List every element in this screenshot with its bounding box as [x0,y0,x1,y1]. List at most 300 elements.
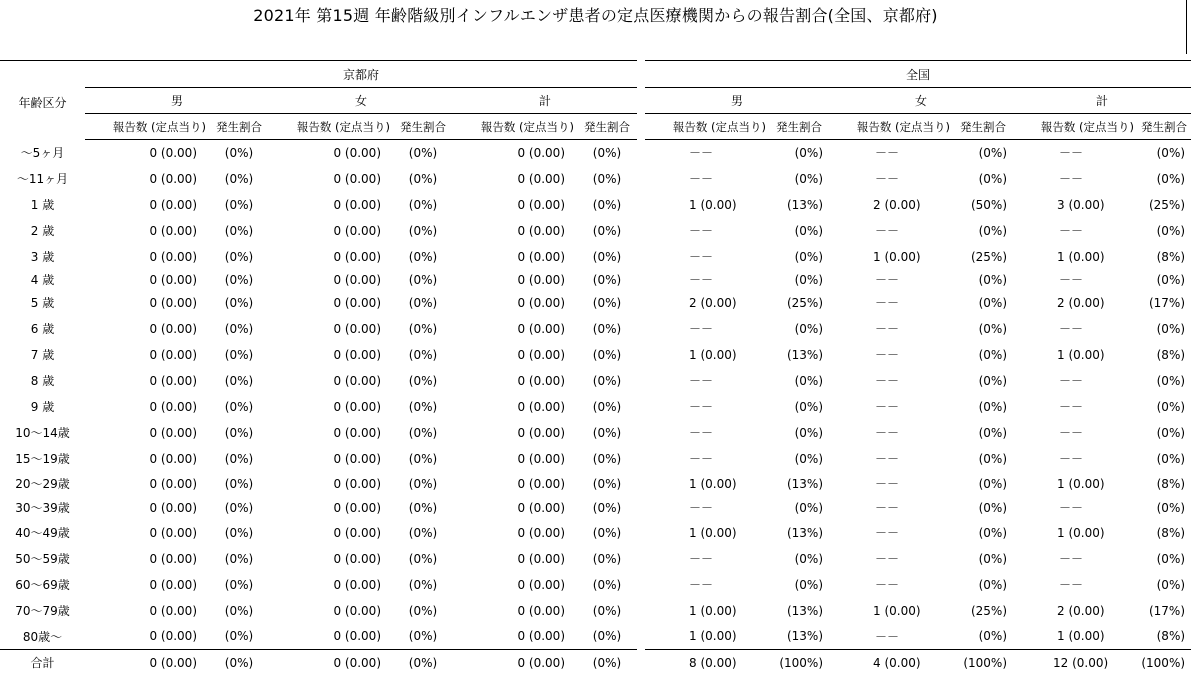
national-reports-cell: 1 (0.00) [689,525,737,540]
national-rate-cell: (0%) [794,223,824,238]
kyoto-rate-cell: (0%) [408,347,438,362]
national-rate-cell: (0%) [794,425,824,440]
kyoto-header: 京都府 [85,61,637,88]
national-reports-cell: －－ [875,322,900,336]
table-row [0,270,1191,290]
kyoto-reports-cell: 0 (0.00) [333,373,381,388]
table-row [0,496,1191,520]
age-group-cell: 50～59歳 [15,552,70,566]
table-header [0,61,1191,140]
national-reports-cell: －－ [875,426,900,440]
kyoto-rate-cell: (0%) [592,577,622,592]
national-total-header: 計 [1013,88,1191,114]
national-reports-cell: －－ [1059,552,1084,566]
national-rate-cell: (0%) [1156,451,1186,466]
kyoto-rate-cell: (0%) [592,551,622,566]
national-reports-cell: 2 (0.00) [873,197,921,212]
table-row [0,140,1191,166]
kyoto-reports-cell: 0 (0.00) [333,476,381,491]
national-rate-cell: (0%) [1156,321,1186,336]
table-row [0,446,1191,472]
kyoto-rate-cell: (0%) [592,347,622,362]
national-reports-cell: 1 (0.00) [1057,525,1105,540]
column-gap [637,218,645,244]
kyoto-rate-cell: (0%) [408,425,438,440]
kyoto-rate-cell: (0%) [224,603,254,618]
kyoto-rate-cell: (0%) [592,629,622,644]
national-rate-cell: (50%) [970,197,1008,212]
kyoto-rate-cell: (0%) [224,577,254,592]
kyoto-rate-cell: (0%) [408,295,438,310]
kyoto-rate-cell: (0%) [592,145,622,160]
national-reports-cell: －－ [689,400,714,414]
national-reports-cell: －－ [1059,172,1084,186]
kyoto-rate-cell: (0%) [224,197,254,212]
national-reports-cell: －－ [1059,426,1084,440]
national-rate-cell: (8%) [1156,629,1186,644]
column-gap [637,394,645,420]
national-rate-cell: (0%) [978,295,1008,310]
national-rate-cell: (0%) [794,249,824,264]
national-reports-cell: －－ [1059,224,1084,238]
table-row [0,368,1191,394]
frame-line [1186,0,1187,54]
kyoto-reports-cell: 0 (0.00) [517,373,565,388]
kyoto-reports-cell: 0 (0.00) [149,249,197,264]
age-group-cell: 2 歳 [30,224,55,238]
kyoto-reports-cell: 0 (0.00) [333,500,381,515]
kyoto-rate-cell: (0%) [592,321,622,336]
kyoto-rate-cell: (0%) [408,451,438,466]
kyoto-reports-cell: 0 (0.00) [517,399,565,414]
national-reports-cell: －－ [875,552,900,566]
kyoto-reports-cell: 0 (0.00) [149,577,197,592]
national-rate-cell: (0%) [1156,425,1186,440]
national-rate-cell: (0%) [978,347,1008,362]
national-rate-cell: (0%) [978,500,1008,515]
age-group-cell: 合計 [0,650,85,676]
kyoto-reports-cell: 0 (0.00) [517,347,565,362]
national-reports-cell: －－ [875,348,900,362]
kyoto-reports-cell: 0 (0.00) [517,295,565,310]
national-rate-cell: (25%) [970,603,1008,618]
kyoto-rate-cell: (0%) [592,223,622,238]
kyoto-rate-cell: (0%) [224,373,254,388]
table-body [0,140,1191,676]
table-row [0,192,1191,218]
kyoto-rate-cell: (0%) [592,197,622,212]
kyoto-rate-cell: (0%) [224,525,254,540]
national-reports-cell: －－ [875,172,900,186]
age-group-cell: 10～14歳 [15,426,70,440]
kyoto-rate-cell: (0%) [577,650,637,676]
national-rate-cell: (8%) [1156,347,1186,362]
national-reports-cell: －－ [689,172,714,186]
national-reports-cell: －－ [875,629,900,644]
kyoto-reports-cell: 0 (0.00) [149,171,197,186]
kyoto-reports-cell: 0 (0.00) [149,451,197,466]
national-rate-cell: (0%) [794,373,824,388]
kyoto-reports-cell: 0 (0.00) [149,500,197,515]
kyoto-reports-cell: 0 (0.00) [333,551,381,566]
kyoto-reports-cell: 0 (0.00) [517,629,565,644]
age-group-cell: 7 歳 [30,348,55,362]
national-reports-cell: 2 (0.00) [1057,603,1105,618]
kyoto-rate-cell: (0%) [408,551,438,566]
age-group-cell: ～11ヶ月 [16,172,69,186]
national-reports-cell: －－ [689,452,714,466]
kyoto-rate-cell: (0%) [408,373,438,388]
table-row [0,316,1191,342]
kyoto-reports-cell: 0 (0.00) [517,603,565,618]
national-reports-cell: －－ [875,526,900,540]
kyoto-rate-cell: (0%) [592,373,622,388]
kyoto-reports-cell: 0 (0.00) [333,451,381,466]
kyoto-reports-cell: 0 (0.00) [517,145,565,160]
kyoto-reports-cell: 0 (0.00) [149,603,197,618]
national-reports-cell: 1 (0.00) [689,629,737,644]
national-rate-cell: (0%) [978,321,1008,336]
national-rate-cell: (25%) [970,249,1008,264]
kyoto-reports-cell: 0 (0.00) [333,145,381,160]
kyoto-rate-cell: (0%) [224,451,254,466]
national-reports-cell: －－ [875,477,900,491]
national-reports-cell: 3 (0.00) [1057,197,1105,212]
kyoto-reports-cell: 0 (0.00) [517,525,565,540]
column-gap [637,192,645,218]
national-reports-cell: －－ [689,224,714,238]
kyoto-reports-cell: 0 (0.00) [149,347,197,362]
national-rate-cell: (0%) [794,272,824,287]
national-rate-cell: (0%) [978,373,1008,388]
national-reports-cell: －－ [875,146,900,161]
age-group-cell: 30～39歳 [15,501,70,515]
national-rate-cell: (0%) [978,399,1008,414]
national-reports-cell: －－ [689,552,714,566]
national-reports-cell: 4 (0.00) [829,650,953,676]
national-reports-cell: －－ [689,250,714,264]
national-rate-cell: (0%) [1156,551,1186,566]
kyoto-rate-cell: (0%) [224,223,254,238]
national-rate-cell: (0%) [794,171,824,186]
national-header: 全国 [645,61,1191,88]
column-gap [637,270,645,290]
kyoto-reports-cell: 0 (0.00) [333,603,381,618]
kyoto-reports-cell: 0 (0.00) [517,551,565,566]
kyoto-reports-cell: 0 (0.00) [333,197,381,212]
kyoto-rate-cell: (0%) [408,171,438,186]
reports-header: 報告数 (定点当り) [829,114,953,140]
table-row [0,624,1191,650]
kyoto-rate-cell: (0%) [408,272,438,287]
national-reports-cell: －－ [1059,578,1084,592]
national-reports-cell: －－ [689,578,714,592]
national-rate-cell: (0%) [978,577,1008,592]
kyoto-rate-cell: (0%) [224,249,254,264]
kyoto-rate-cell: (0%) [592,603,622,618]
national-rate-cell: (0%) [794,321,824,336]
kyoto-reports-cell: 0 (0.00) [149,551,197,566]
kyoto-rate-cell: (0%) [408,476,438,491]
table-row [0,166,1191,192]
national-rate-cell: (8%) [1156,476,1186,491]
age-group-cell: 1 歳 [30,198,55,212]
kyoto-reports-cell: 0 (0.00) [149,145,197,160]
reports-header: 報告数 (定点当り) [85,114,209,140]
column-gap [637,244,645,270]
age-group-cell: 20～29歳 [15,477,70,491]
table-row [0,394,1191,420]
national-rate-cell: (25%) [786,295,824,310]
national-rate-cell: (0%) [978,476,1008,491]
national-rate-cell: (0%) [978,145,1008,160]
national-rate-cell: (100%) [953,650,1013,676]
reports-header: 報告数 (定点当り) [269,114,393,140]
age-group-cell: 5 歳 [30,296,55,310]
age-group-cell: 3 歳 [30,250,55,264]
kyoto-rate-cell: (0%) [408,249,438,264]
table-row [0,342,1191,368]
national-rate-cell: (0%) [1156,272,1186,287]
national-rate-cell: (0%) [1156,223,1186,238]
national-reports-cell: －－ [875,273,900,287]
column-gap [637,546,645,572]
national-rate-cell: (0%) [978,451,1008,466]
national-reports-cell: －－ [875,578,900,592]
kyoto-reports-cell: 0 (0.00) [517,223,565,238]
influenza-table [0,60,1191,676]
age-group-cell: 40～49歳 [15,526,70,540]
national-reports-cell: －－ [689,146,714,161]
national-rate-cell: (17%) [1148,295,1186,310]
kyoto-reports-cell: 0 (0.00) [333,272,381,287]
column-gap [637,420,645,446]
national-reports-cell: 1 (0.00) [689,197,737,212]
national-reports-cell: 2 (0.00) [1057,295,1105,310]
age-group-cell: 4 歳 [30,273,55,287]
national-rate-cell: (13%) [786,197,824,212]
age-group-cell: ～5ヶ月 [20,146,65,160]
kyoto-rate-cell: (0%) [209,650,269,676]
national-rate-cell: (0%) [794,551,824,566]
national-reports-cell: 1 (0.00) [873,249,921,264]
national-reports-cell: 1 (0.00) [1057,476,1105,491]
national-rate-cell: (0%) [794,577,824,592]
kyoto-reports-cell: 0 (0.00) [333,295,381,310]
national-reports-cell: －－ [1059,146,1084,161]
column-gap [637,572,645,598]
national-rate-cell: (0%) [1156,577,1186,592]
national-rate-cell: (0%) [978,272,1008,287]
reports-header: 報告数 (定点当り) [645,114,769,140]
kyoto-rate-cell: (0%) [592,249,622,264]
national-reports-cell: －－ [1059,400,1084,414]
table-row [0,472,1191,496]
kyoto-reports-cell: 0 (0.00) [149,629,197,644]
national-reports-cell: －－ [875,452,900,466]
national-rate-cell: (0%) [1156,399,1186,414]
kyoto-rate-cell: (0%) [224,272,254,287]
age-group-cell: 15～19歳 [15,452,70,466]
national-rate-cell: (13%) [786,629,824,644]
kyoto-reports-cell: 0 (0.00) [333,525,381,540]
national-rate-cell: (100%) [769,650,829,676]
rate-header: 発生割合 [393,114,453,140]
age-group-cell: 80歳～ [22,629,63,644]
kyoto-reports-cell: 0 (0.00) [149,373,197,388]
national-reports-cell: 1 (0.00) [689,603,737,618]
kyoto-rate-cell: (0%) [592,399,622,414]
national-reports-cell: －－ [689,273,714,287]
kyoto-reports-cell: 0 (0.00) [453,650,577,676]
national-reports-cell: 8 (0.00) [645,650,769,676]
national-rate-cell: (17%) [1148,603,1186,618]
kyoto-rate-cell: (0%) [224,171,254,186]
national-reports-cell: －－ [689,501,714,515]
rate-header: 発生割合 [769,114,829,140]
national-male-header: 男 [645,88,829,114]
kyoto-rate-cell: (0%) [224,347,254,362]
kyoto-reports-cell: 0 (0.00) [517,249,565,264]
kyoto-reports-cell: 0 (0.00) [149,321,197,336]
national-reports-cell: 1 (0.00) [1057,249,1105,264]
column-gap [637,342,645,368]
kyoto-reports-cell: 0 (0.00) [149,223,197,238]
column-gap [637,290,645,316]
national-rate-cell: (0%) [978,171,1008,186]
kyoto-reports-cell: 0 (0.00) [333,629,381,644]
kyoto-reports-cell: 0 (0.00) [517,425,565,440]
national-rate-cell: (0%) [794,500,824,515]
table-row [0,420,1191,446]
table-row [0,290,1191,316]
kyoto-rate-cell: (0%) [224,321,254,336]
national-reports-cell: －－ [689,426,714,440]
national-female-header: 女 [829,88,1013,114]
kyoto-female-header: 女 [269,88,453,114]
column-gap [637,316,645,342]
national-rate-cell: (0%) [794,145,824,160]
national-reports-cell: －－ [689,322,714,336]
page-title: 2021年 第15週 年齢階級別インフルエンザ患者の定点医療機関からの報告割合(全国、京都府) [253,6,938,25]
rate-header: 発生割合 [577,114,637,140]
kyoto-reports-cell: 0 (0.00) [333,577,381,592]
kyoto-reports-cell: 0 (0.00) [333,399,381,414]
national-rate-cell: (0%) [978,525,1008,540]
kyoto-rate-cell: (0%) [592,500,622,515]
kyoto-rate-cell: (0%) [224,425,254,440]
column-gap [637,446,645,472]
kyoto-reports-cell: 0 (0.00) [149,197,197,212]
national-reports-cell: 1 (0.00) [1057,629,1105,644]
national-rate-cell: (0%) [978,223,1008,238]
national-reports-cell: －－ [689,374,714,388]
kyoto-reports-cell: 0 (0.00) [517,272,565,287]
national-rate-cell: (13%) [786,476,824,491]
kyoto-rate-cell: (0%) [224,476,254,491]
national-reports-cell: －－ [1059,374,1084,388]
national-rate-cell: (0%) [1156,145,1186,160]
kyoto-rate-cell: (0%) [408,145,438,160]
table-row [0,572,1191,598]
total-row [0,650,1191,676]
national-rate-cell: (0%) [978,551,1008,566]
kyoto-rate-cell: (0%) [224,399,254,414]
kyoto-male-header: 男 [85,88,269,114]
age-group-cell: 9 歳 [30,400,55,414]
kyoto-reports-cell: 0 (0.00) [517,476,565,491]
national-reports-cell: 2 (0.00) [689,295,737,310]
kyoto-reports-cell: 0 (0.00) [517,197,565,212]
column-gap [637,472,645,496]
national-reports-cell: 1 (0.00) [689,347,737,362]
column-gap [637,598,645,624]
national-reports-cell: －－ [875,501,900,515]
kyoto-reports-cell: 0 (0.00) [149,272,197,287]
national-rate-cell: (8%) [1156,525,1186,540]
national-rate-cell: (25%) [1148,197,1186,212]
table-row [0,218,1191,244]
kyoto-rate-cell: (0%) [408,629,438,644]
kyoto-rate-cell: (0%) [408,525,438,540]
column-gap [637,496,645,520]
kyoto-reports-cell: 0 (0.00) [149,399,197,414]
kyoto-reports-cell: 0 (0.00) [517,451,565,466]
column-gap [637,520,645,546]
national-reports-cell: －－ [1059,322,1084,336]
column-gap [637,368,645,394]
national-reports-cell: －－ [1059,452,1084,466]
kyoto-rate-cell: (0%) [408,577,438,592]
kyoto-rate-cell: (0%) [592,451,622,466]
kyoto-rate-cell: (0%) [408,603,438,618]
kyoto-reports-cell: 0 (0.00) [333,347,381,362]
national-rate-cell: (0%) [1156,373,1186,388]
kyoto-reports-cell: 0 (0.00) [333,171,381,186]
table-row [0,520,1191,546]
kyoto-total-header: 計 [453,88,637,114]
national-reports-cell: －－ [875,374,900,388]
kyoto-rate-cell: (0%) [393,650,453,676]
reports-header: 報告数 (定点当り) [1013,114,1137,140]
rate-header: 発生割合 [209,114,269,140]
kyoto-rate-cell: (0%) [224,551,254,566]
kyoto-reports-cell: 0 (0.00) [149,476,197,491]
age-group-cell: 70～79歳 [15,604,70,618]
national-reports-cell: 1 (0.00) [1057,347,1105,362]
national-rate-cell: (0%) [978,425,1008,440]
table-row [0,244,1191,270]
national-reports-cell: －－ [1059,273,1084,287]
age-group-cell: 6 歳 [30,322,55,336]
table-row [0,598,1191,624]
column-gap [637,166,645,192]
national-rate-cell: (0%) [794,399,824,414]
national-reports-cell: 1 (0.00) [689,476,737,491]
column-gap [637,650,645,676]
national-reports-cell: －－ [875,296,900,310]
national-rate-cell: (13%) [786,525,824,540]
age-group-cell: 60～69歳 [15,578,70,592]
national-reports-cell: 12 (0.00) [1013,650,1137,676]
kyoto-reports-cell: 0 (0.00) [517,321,565,336]
kyoto-reports-cell: 0 (0.00) [333,321,381,336]
kyoto-reports-cell: 0 (0.00) [149,525,197,540]
national-reports-cell: －－ [1059,501,1084,515]
kyoto-reports-cell: 0 (0.00) [333,249,381,264]
kyoto-rate-cell: (0%) [592,295,622,310]
column-gap [637,140,645,166]
